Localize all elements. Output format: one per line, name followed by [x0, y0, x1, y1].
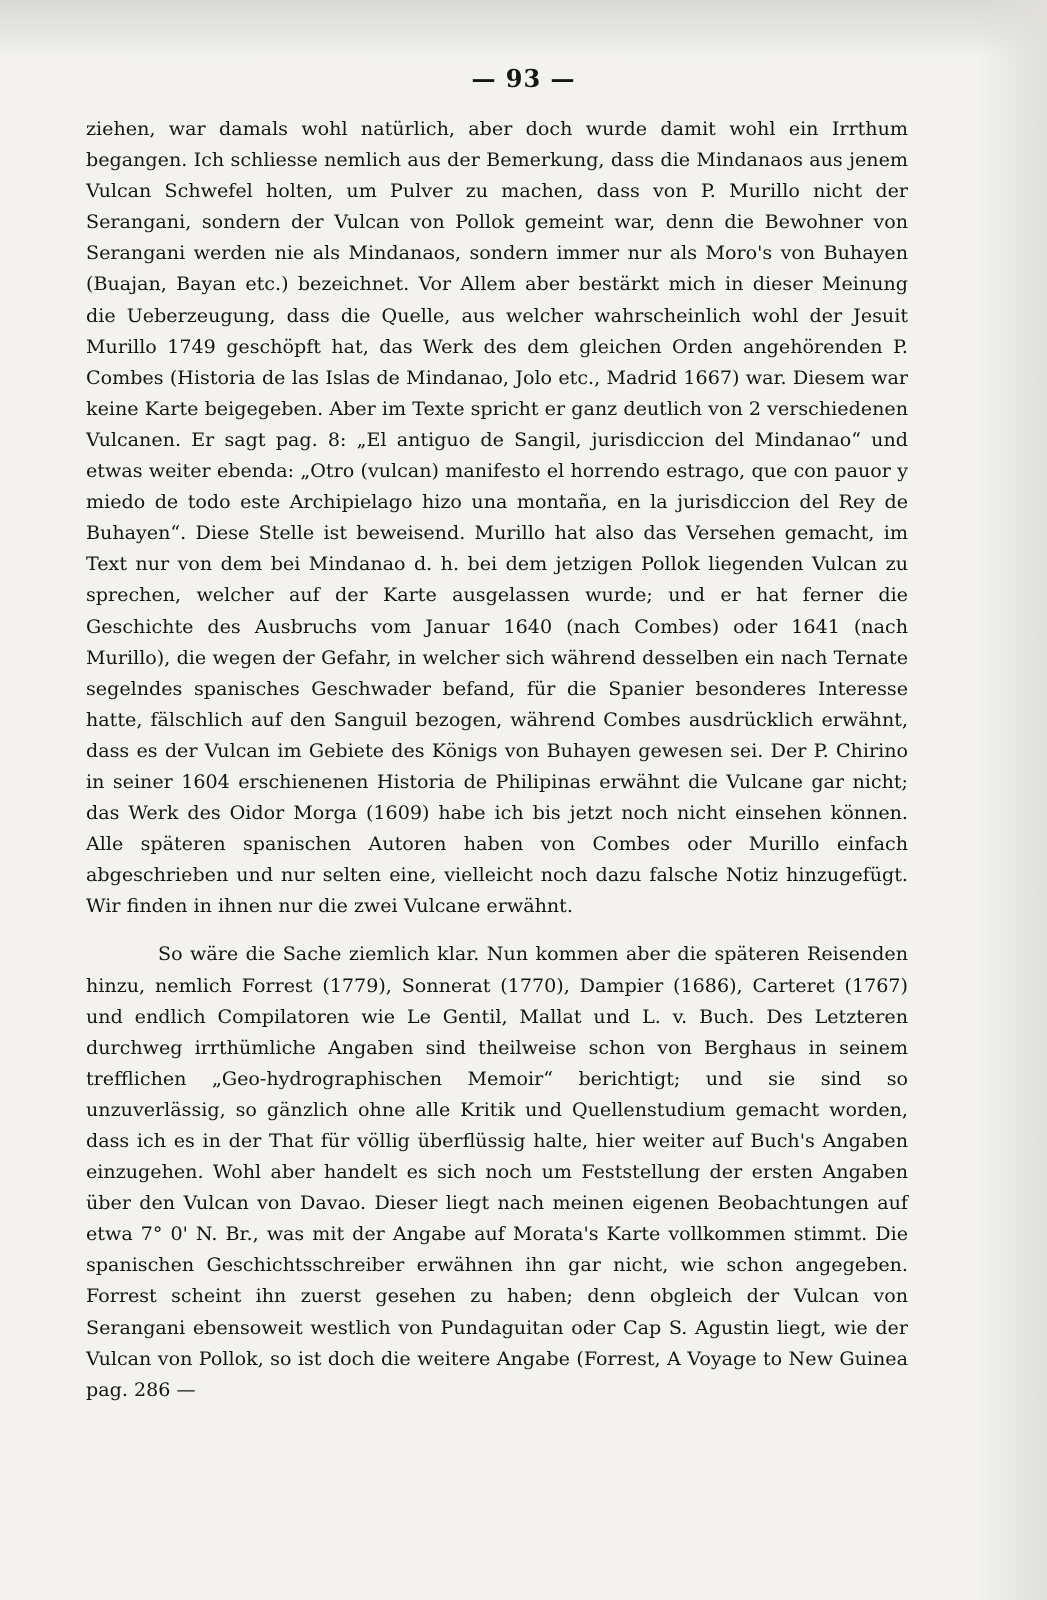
scan-shadow-right — [977, 0, 1047, 1600]
paragraph-2: So wäre die Sache ziemlich klar. Nun kommen aber die späteren Reisenden hinzu, nemlich Forrest (1779), Sonnerat (1770), Dampier (1686), Carteret (1767) und endlich Compilatoren wie Le Gentil, Mallat und L. v. Buch. Des Letzteren durchweg irrthümliche Angaben sind theilweise schon von Berghaus in seinem trefflichen „Geo-hydrographischen Memoir“ berichtigt; und sie sind so unzuverlässig, so gänzlich ohne alle Kritik und Quellenstudium gemacht worden, dass ich es in der That für völlig überflüssig halte, hier weiter auf Buch's Angaben einzugehen. Wohl aber handelt es sich noch um Feststellung der ersten Angaben über den Vulcan von Davao. Dieser liegt nach meinen eigenen Beobachtungen auf etwa 7° 0' N. Br., was mit der Angabe auf Morata's Karte vollkommen stimmt. Die spanischen Geschichtsschreiber erwähnen ihn gar nicht, wie schon angegeben. Forrest scheint ihn zuerst gesehen zu haben; denn obgleich der Vulcan von Serangani ebensoweit westlich von Pundaguitan oder Cap S. Agustin liegt, wie der Vulcan von Pollok, so ist doch die weitere Angabe (Forrest, A Voyage to New Guinea pag. 286 — — [86, 942, 908, 1401]
scan-shadow-top — [0, 0, 1047, 60]
body-text — [86, 113, 908, 1405]
page-number: — 93 — — [471, 64, 576, 93]
paragraph-1: ziehen, war damals wohl natürlich, aber doch wurde damit wohl ein Irrthum begangen. Ich schliesse nemlich aus der Bemerkung, dass die Mindanaos aus jenem Vulcan Schwefel holten, um Pulver zu machen, dass von P. Murillo nicht der Serangani, sondern der Vulcan von Pollok gemeint war, denn die Bewohner von Serangani werden nie als Mindanaos, sondern immer nur als Moro's von Buhayen (Buajan, Bayan etc.) bezeichnet. Vor Allem aber bestärkt mich in dieser Meinung die Ueberzeugung, dass die Quelle, aus welcher wahrscheinlich wohl der Jesuit Murillo 1749 geschöpft hat, das Werk des dem gleichen Orden angehörenden P. Combes (Historia de las Islas de Mindanao, Jolo etc., Madrid 1667) war. Diesem war keine Karte beigegeben. Aber im Texte spricht er ganz deutlich von 2 verschiedenen Vulcanen. Er sagt pag. 8: „El antiguo de Sangil, jurisdiccion del Mindanao“ und etwas weiter ebenda: „Otro (vulcan) manifesto el horrendo estrago, que con pauor y miedo de todo este Archipielago hizo una montaña, en la jurisdiccion del Rey de Buhayen“. Diese Stelle ist beweisend. Murillo hat also das Versehen gemacht, im Text nur von dem bei Mindanao d. h. bei dem jetzigen Pollok liegenden Vulcan zu sprechen, welcher auf der Karte ausgelassen wurde; und er hat ferner die Geschichte des Ausbruchs vom Januar 1640 (nach Combes) oder 1641 (nach Murillo), die wegen der Gefahr, in welcher sich während desselben ein nach Ternate segelndes spanisches Geschwader befand, für die Spanier besonderes Interesse hatte, fälschlich auf den Sanguil bezogen, während Combes ausdrücklich erwähnt, dass es der Vulcan im Gebiete des Königs von Buhayen gewesen sei. Der P. Chirino in seiner 1604 erschienenen Historia de Philipinas erwähnt die Vulcane gar nicht; das Werk des Oidor Morga (1609) habe ich bis jetzt noch nicht einsehen können. Alle späteren spanischen Autoren haben von Combes oder Murillo einfach abgeschrieben und nur selten eine, vielleicht noch dazu falsche Notiz hinzugefügt. Wir finden in ihnen nur die zwei Vulcane erwähnt. — [86, 117, 908, 918]
